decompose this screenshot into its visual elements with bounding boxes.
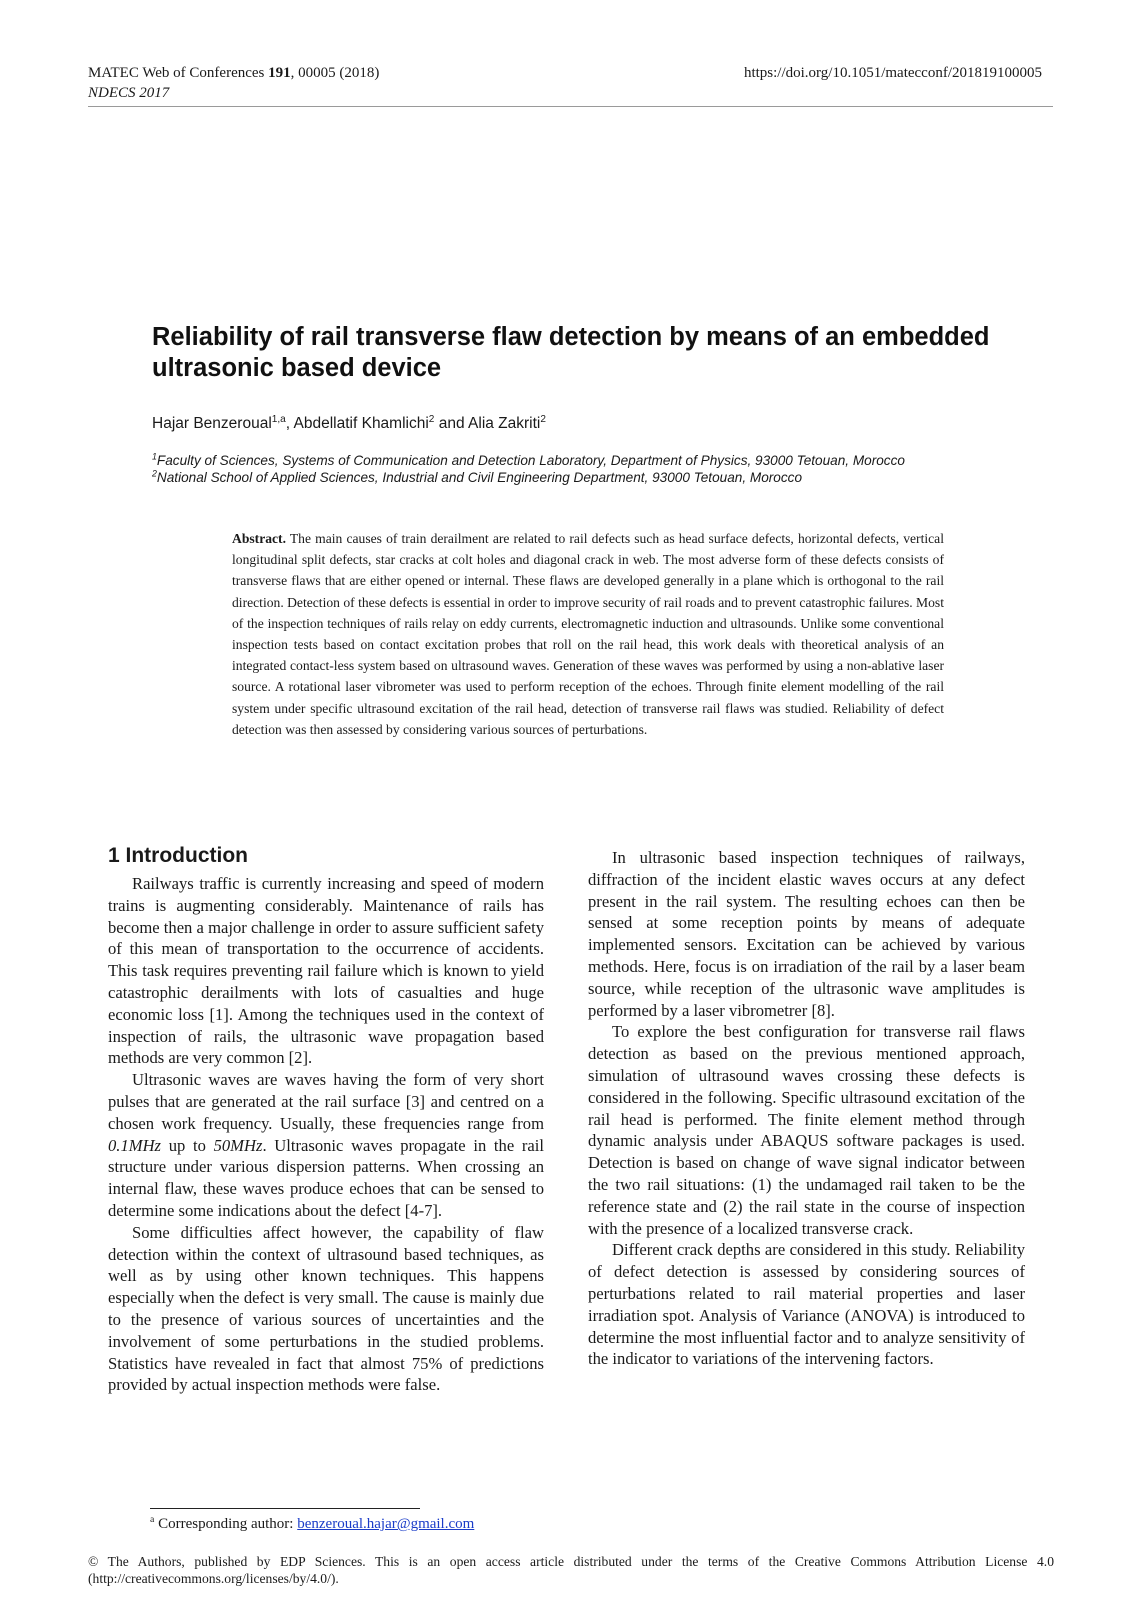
- paragraph: To explore the best configuration for transverse rail flaws detection as based on the previous mentioned approach, simulation of ultrasound waves crossing these defects is considered in the following. Specific ultrasound excitation of the rail head is performed. The finite element method through dynamic analysis under ABAQUS software packages is used. Detection is based on change of wave signal indicator between the two rail situations: (1) the undamaged rail taken to be the reference state and (2) the rail state in the course of inspection with the presence of a localized transverse crack.: [588, 1022, 1025, 1238]
- section-heading: 1 Introduction: [108, 844, 248, 867]
- paragraph-text: . Ultrasonic waves propagate in the rail structure under various dispersion patterns. When crossing an internal flaw, these waves produce echoes that can be sensed to determine some indications about the defect [4-7].: [108, 1135, 544, 1220]
- affiliation-1: [152, 452, 1072, 469]
- author-name: Abdellatif Khamlichi: [293, 415, 429, 432]
- paragraph-text: up to: [161, 1135, 214, 1155]
- author-separator: and: [434, 415, 469, 432]
- author-list: [152, 414, 1052, 434]
- abstract-label: Abstract.: [232, 531, 286, 546]
- paragraph: Different crack depths are considered in this study. Reliability of defect detection is assessed by considering sources of perturbations related to rail material properties and laser irradiation spot. Analysis of Variance (ANOVA) is introduced to determine the most influential factor and to analyze sensitivity of the indicator to variations of the intervening factors.: [588, 1240, 1025, 1369]
- doi-link[interactable]: https://doi.org/10.1051/matecconf/201819100005: [743, 65, 1042, 81]
- author-name: Alia Zakriti: [468, 415, 541, 432]
- heading-spacer: [108, 847, 544, 873]
- footnote-divider: [150, 1508, 420, 1509]
- affiliation-list: [152, 452, 1072, 486]
- paragraph: In ultrasonic based inspection techniques of railways, diffraction of the incident elastic waves occurs at any defect present in the rail system. The resulting echoes can then be sensed at some reception points by means of adequate implemented sensors. Excitation can be achieved by various methods. Here, focus is on irradiation of the rail by a laser beam source, while reception of the ultrasonic wave amplitudes is performed by a laser vibrometrer [8].: [588, 848, 1025, 1020]
- frequency-value: 50MHz: [213, 1135, 263, 1155]
- affiliation-2: [152, 469, 1072, 486]
- copyright-notice: © The Authors, published by EDP Sciences. This is an open access article distributed under the terms of the Creative Commons Attribution License 4.0 (http://creativecommons.org/licenses/by/4.0/).: [88, 1554, 1054, 1586]
- abstract: [232, 528, 944, 740]
- affiliation-mark: 1: [152, 451, 157, 462]
- journal-volume: 191: [268, 65, 291, 81]
- affiliation-mark: 2: [152, 468, 157, 479]
- author-name: Hajar Benzeroual: [152, 415, 272, 432]
- author-affiliation-mark: 1,a: [271, 413, 286, 425]
- left-column: [108, 847, 544, 1396]
- footnote-label: Corresponding author:: [154, 1516, 298, 1532]
- author-separator: ,: [285, 415, 294, 432]
- affiliation-text: National School of Applied Sciences, Industrial and Civil Engineering Department, 93000 Tetouan, Morocco: [156, 470, 803, 485]
- paragraph-text: Ultrasonic waves are waves having the form of very short pulses that are generated at the rail surface [3] and centred on a chosen work frequency. Usually, these frequencies range from: [108, 1070, 544, 1133]
- paragraph: Railways traffic is currently increasing and speed of modern trains is augmenting considerably. Maintenance of rails has become then a major challenge in order to assure sufficient safety of this mean of transportation to the occurrence of accidents. This task requires preventing rail failure which is known to yield catastrophic derailments with lots of casualties and huge economic loss [1]. Among the techniques used in the context of inspection of rails, the ultrasonic wave propagation based methods are very common [2].: [108, 874, 544, 1068]
- journal-name: MATEC Web of Conferences: [88, 65, 269, 81]
- author-email-link[interactable]: benzeroual.hajar@gmail.com: [297, 1516, 475, 1532]
- author-affiliation-mark: 2: [540, 413, 546, 425]
- author-affiliation-mark: 2: [428, 413, 435, 425]
- abstract-text: The main causes of train derailment are related to rail defects such as head surface defects, horizontal defects, vertical longitudinal split defects, star cracks at colt holes and diagonal crack in web. The most adverse form of these defects consists of transverse flaws that are either opened or internal. These flaws are developed generally in a plane which is orthogonal to the rail direction. Detection of these defects is essential in order to improve security of rail roads and to prevent catastrophic failures. Most of the inspection techniques of rails relay on eddy currents, electromagnetic induction and ultrasounds. Unlike some conventional inspection tests based on contact excitation probes that roll on the rail head, this work deals with theoretical analysis of an integrated contact-less system based on ultrasound waves. Generation of these waves was performed by using a non-ablative laser source. A rotational laser vibrometer was used to perform reception of the echoes. Through finite element modelling of the rail system under specific ultrasound excitation of the rail head, detection of transverse rail flaws was studied. Reliability of defect detection was then assessed by considering various sources of perturbations.: [232, 531, 944, 737]
- footnote-mark: a: [150, 1514, 155, 1525]
- paragraph: Some difficulties affect however, the capability of flaw detection within the context of ultrasound based techniques, as well as by using other known techniques. This happens especially when the defect is very small. The cause is mainly due to the presence of various sources of uncertainties and the involvement of some perturbations in the studied problems. Statistics have revealed in fact that almost 75% of predictions provided by actual inspection methods were false.: [108, 1222, 544, 1395]
- paper-title: [152, 322, 1052, 384]
- frequency-value: 0.1MHz: [108, 1135, 162, 1155]
- title-line-1: Reliability of rail transverse flaw detection by means of an embedded: [152, 323, 990, 351]
- conference-name: NDECS 2017: [88, 85, 170, 101]
- journal-citation: [88, 63, 379, 83]
- affiliation-text: Faculty of Sciences, Systems of Communication and Detection Laboratory, Department of Physics, 93000 Tetouan, Morocco: [156, 453, 905, 468]
- right-column: [588, 847, 1025, 1370]
- footnote: [150, 1514, 474, 1534]
- paragraph: [108, 1069, 544, 1222]
- running-header-left: [88, 63, 379, 103]
- header-divider: [88, 106, 1053, 107]
- title-line-2: ultrasonic based device: [152, 354, 442, 382]
- article-number: , 00005 (2018): [290, 65, 380, 81]
